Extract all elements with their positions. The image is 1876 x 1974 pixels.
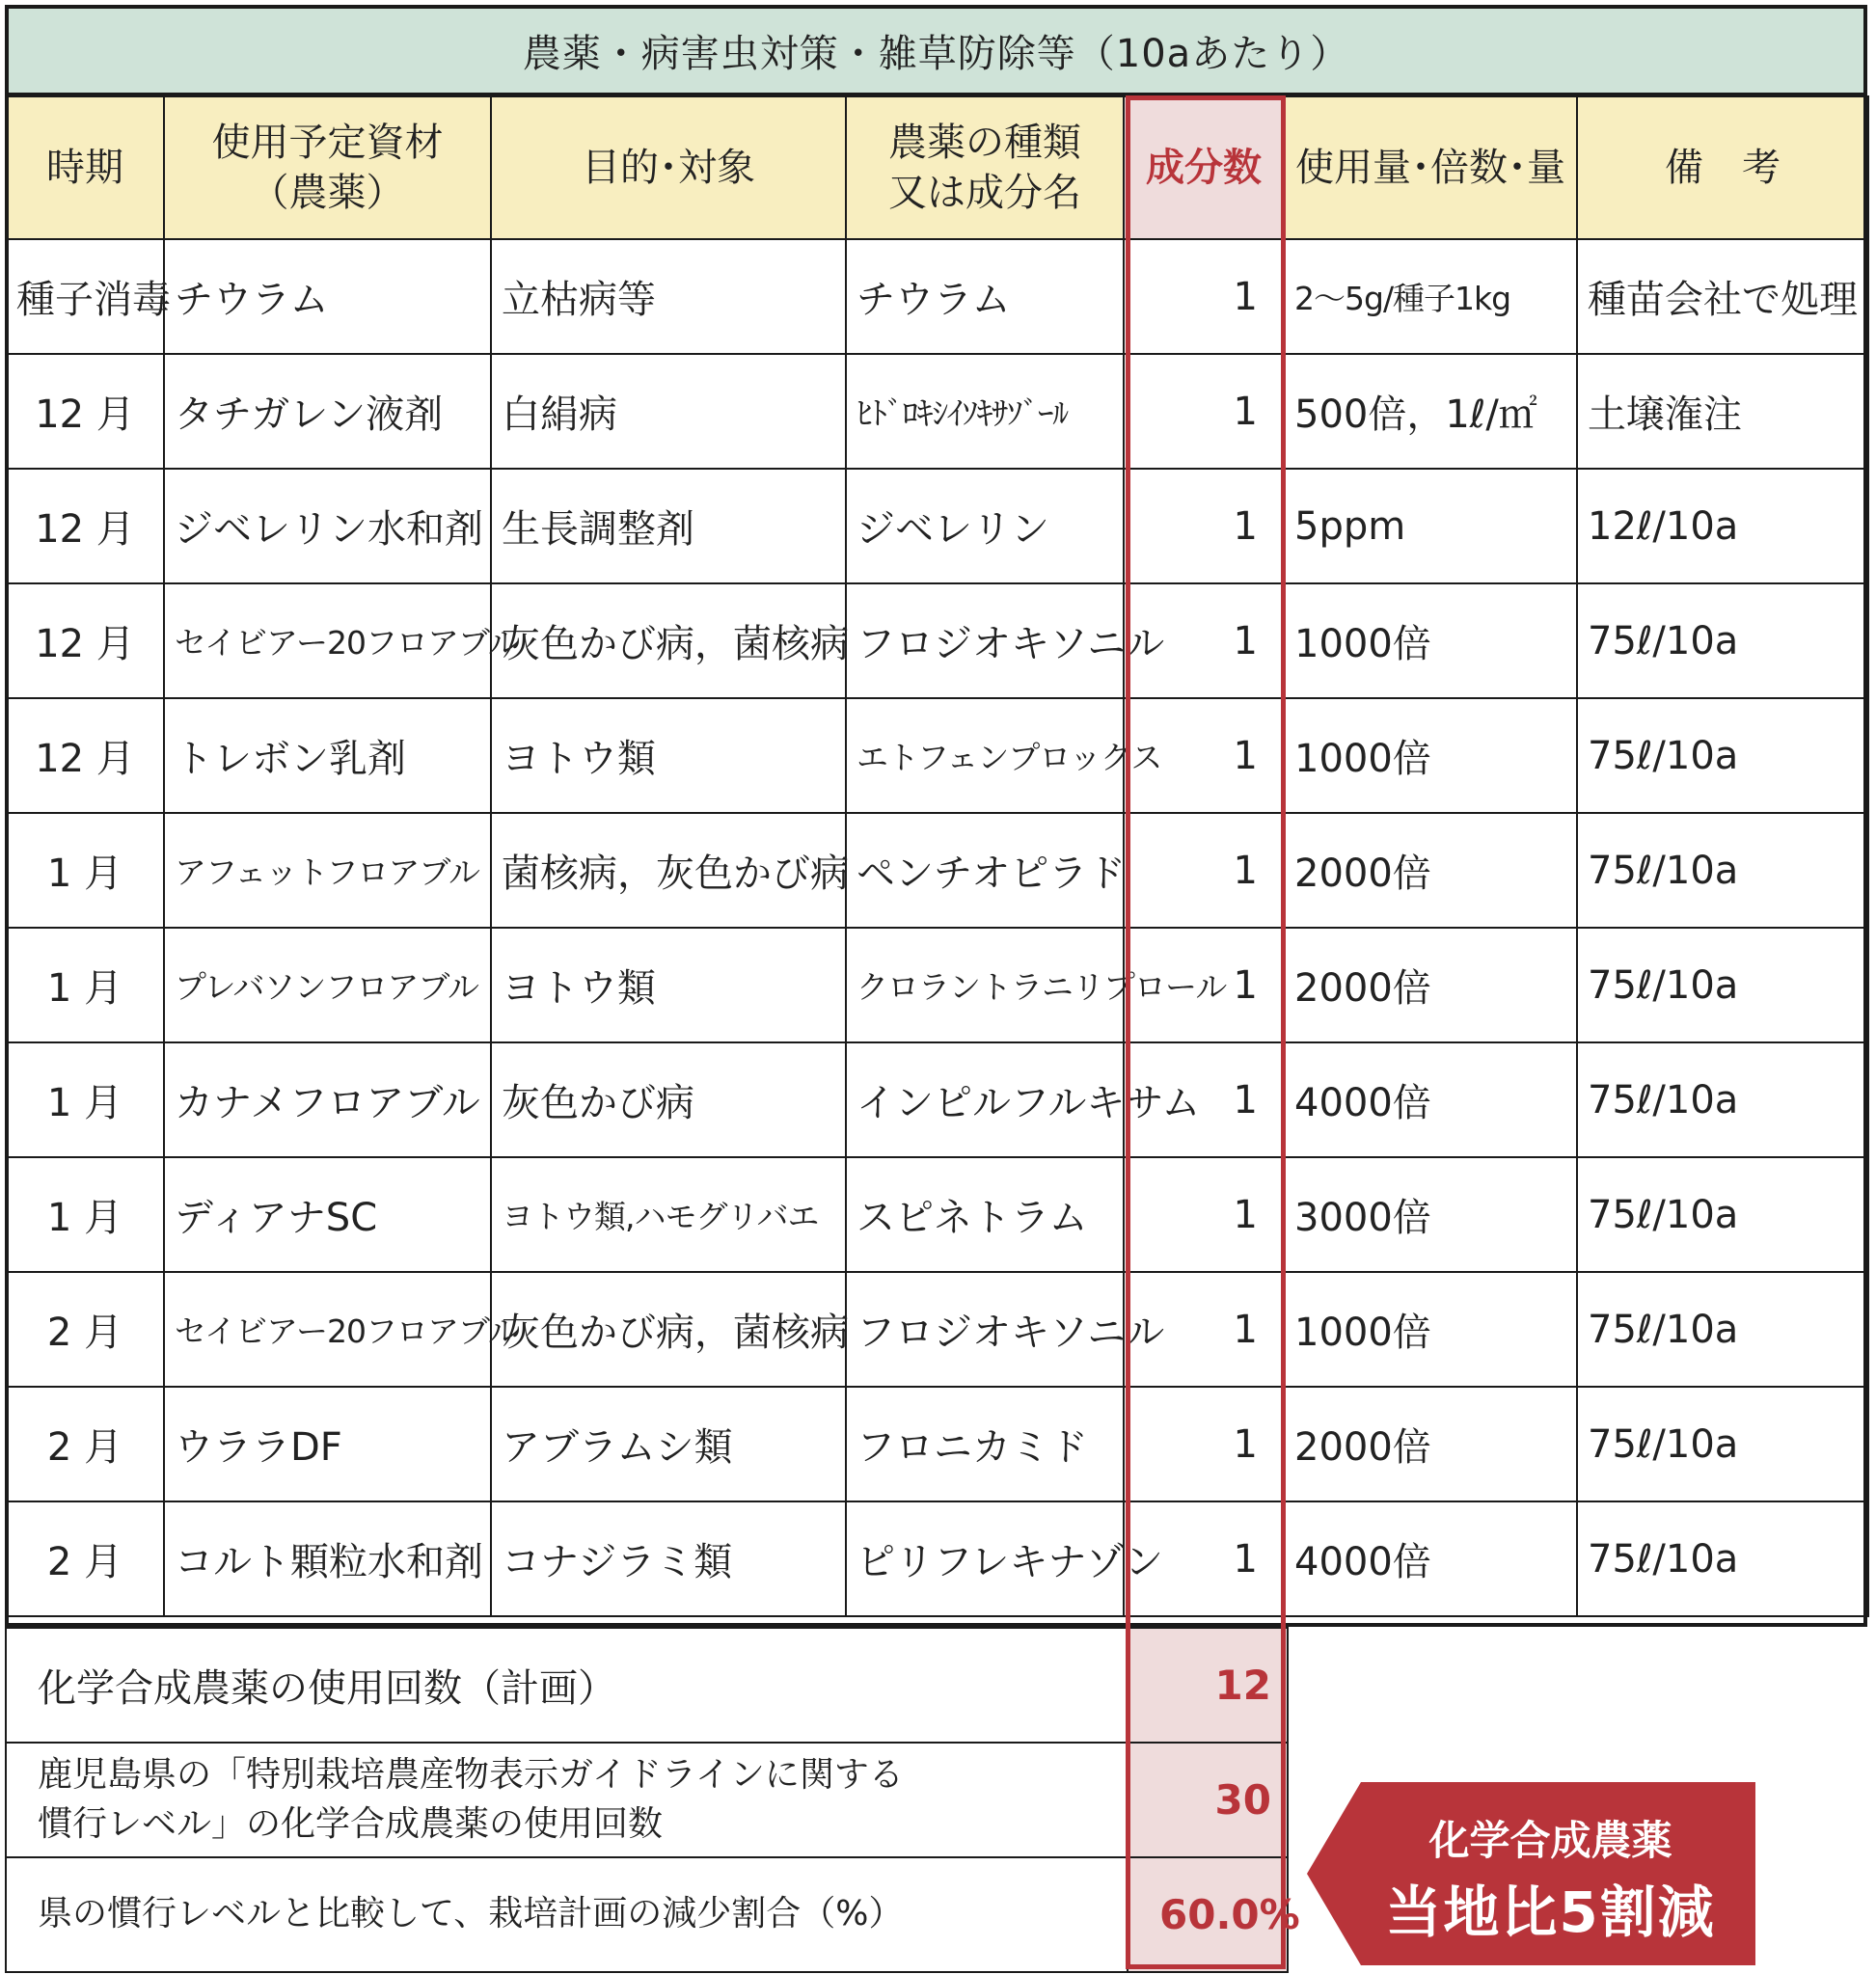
cell-period: 2 月 — [6, 1387, 164, 1501]
cell-type: ピリフレキナゾン — [846, 1501, 1124, 1616]
cell-remarks: 種苗会社で処理 — [1577, 239, 1868, 354]
cell-period: 1 月 — [6, 1157, 164, 1272]
cell-purpose: ヨトウ類 — [491, 928, 846, 1042]
cell-material: セイビアー20フロアブル — [164, 583, 491, 698]
summary-row-standard — [6, 1743, 1288, 1857]
cell-remarks: 土壌潅注 — [1577, 354, 1868, 469]
cell-type: エトフェンプロックス — [846, 698, 1124, 813]
cell-amount: 1000倍 — [1284, 698, 1577, 813]
cell-amount: 4000倍 — [1284, 1042, 1577, 1157]
cell-amount: 2～5g/種子1kg — [1284, 239, 1577, 354]
cell-components: 1 — [1124, 354, 1284, 469]
cell-remarks: 75ℓ/10a — [1577, 1042, 1868, 1157]
cell-purpose: 菌核病，灰色かび病 — [491, 813, 846, 928]
summary-plan-value: 12 — [1128, 1628, 1288, 1743]
header-period: 時期 — [6, 96, 164, 239]
badge-line1: 化学合成農薬 — [1428, 1817, 1672, 1864]
cell-material: ウララDF — [164, 1387, 491, 1501]
table-row — [6, 1501, 1868, 1616]
cell-components: 1 — [1124, 813, 1284, 928]
table-row — [6, 1157, 1868, 1272]
cell-period: 12 月 — [6, 469, 164, 583]
cell-type: クロラントラニリプロール — [846, 928, 1124, 1042]
table-row — [6, 469, 1868, 583]
pesticide-plan-table — [5, 5, 1871, 1969]
cell-amount: 2000倍 — [1284, 1387, 1577, 1501]
cell-remarks: 75ℓ/10a — [1577, 928, 1868, 1042]
cell-type: ジベレリン — [846, 469, 1124, 583]
cell-material: ジベレリン水和剤 — [164, 469, 491, 583]
summary-row-plan — [6, 1628, 1288, 1743]
cell-material: カナメフロアブル — [164, 1042, 491, 1157]
cell-period: 1 月 — [6, 1042, 164, 1157]
cell-components: 1 — [1124, 1157, 1284, 1272]
summary-plan-label: 化学合成農薬の使用回数（計画） — [6, 1628, 1128, 1743]
cell-components: 1 — [1124, 1272, 1284, 1387]
cell-remarks: 12ℓ/10a — [1577, 469, 1868, 583]
cell-amount: 3000倍 — [1284, 1157, 1577, 1272]
cell-period: 種子消毒 — [6, 239, 164, 354]
cell-type: フロジオキソニル — [846, 1272, 1124, 1387]
cell-amount: 500倍，1ℓ/㎡ — [1284, 354, 1577, 469]
summary-standard-label-line1: 鹿児島県の「特別栽培農産物表示ガイドラインに関する — [38, 1755, 904, 1796]
cell-period: 2 月 — [6, 1501, 164, 1616]
cell-type: スピネトラム — [846, 1157, 1124, 1272]
cell-purpose: 白絹病 — [491, 354, 846, 469]
cell-type: チウラム — [846, 239, 1124, 354]
header-type — [846, 96, 1124, 239]
header-material-line2: （農薬） — [250, 171, 405, 215]
table-row — [6, 583, 1868, 698]
cell-material: チウラム — [164, 239, 491, 354]
cell-components: 1 — [1124, 1042, 1284, 1157]
badge-line2: 当地比5割減 — [1385, 1879, 1716, 1945]
table-row — [6, 1272, 1868, 1387]
cell-remarks: 75ℓ/10a — [1577, 698, 1868, 813]
header-remarks: 備 考 — [1577, 96, 1868, 239]
cell-components: 1 — [1124, 583, 1284, 698]
table-row — [6, 354, 1868, 469]
table-body — [6, 239, 1868, 1616]
cell-components: 1 — [1124, 239, 1284, 354]
summary-reduction-label: 県の慣行レベルと比較して、栽培計画の減少割合（%） — [6, 1857, 1128, 1972]
cell-period: 1 月 — [6, 813, 164, 928]
cell-remarks: 75ℓ/10a — [1577, 1501, 1868, 1616]
pesticide-table — [5, 95, 1869, 1617]
cell-type: フロジオキソニル — [846, 583, 1124, 698]
cell-remarks: 75ℓ/10a — [1577, 583, 1868, 698]
cell-material: コルト顆粒水和剤 — [164, 1501, 491, 1616]
cell-amount: 4000倍 — [1284, 1501, 1577, 1616]
table-header-row — [6, 96, 1868, 239]
cell-components: 1 — [1124, 1387, 1284, 1501]
cell-purpose: 灰色かび病，菌核病 — [491, 1272, 846, 1387]
table-title: 農薬・病害虫対策・雑草防除等（10aあたり） — [5, 5, 1867, 95]
cell-remarks: 75ℓ/10a — [1577, 1387, 1868, 1501]
summary-reduction-value: 60.0% — [1128, 1857, 1288, 1972]
cell-purpose: ヨトウ類 — [491, 698, 846, 813]
cell-purpose: コナジラミ類 — [491, 1501, 846, 1616]
cell-components: 1 — [1124, 1501, 1284, 1616]
cell-components: 1 — [1124, 469, 1284, 583]
cell-purpose: 灰色かび病 — [491, 1042, 846, 1157]
header-type-line1: 農薬の種類 — [888, 121, 1081, 165]
cell-period: 12 月 — [6, 698, 164, 813]
cell-amount: 2000倍 — [1284, 813, 1577, 928]
summary-standard-label — [6, 1743, 1128, 1857]
summary-standard-value: 30 — [1128, 1743, 1288, 1857]
summary-table — [5, 1627, 1300, 1973]
cell-material: ディアナSC — [164, 1157, 491, 1272]
cell-amount: 1000倍 — [1284, 1272, 1577, 1387]
cell-components: 1 — [1124, 698, 1284, 813]
cell-type: フロニカミド — [846, 1387, 1124, 1501]
cell-type: インピルフルキサム — [846, 1042, 1124, 1157]
cell-purpose: 灰色かび病，菌核病 — [491, 583, 846, 698]
cell-remarks: 75ℓ/10a — [1577, 813, 1868, 928]
cell-remarks: 75ℓ/10a — [1577, 1272, 1868, 1387]
cell-material: トレボン乳剤 — [164, 698, 491, 813]
cell-material: タチガレン液剤 — [164, 354, 491, 469]
cell-amount: 1000倍 — [1284, 583, 1577, 698]
cell-material: セイビアー20フロアブル — [164, 1272, 491, 1387]
cell-remarks: 75ℓ/10a — [1577, 1157, 1868, 1272]
cell-material: アフェットフロアブル — [164, 813, 491, 928]
header-material — [164, 96, 491, 239]
table-row — [6, 1387, 1868, 1501]
header-material-line1: 使用予定資材 — [211, 121, 444, 165]
table-row — [6, 239, 1868, 354]
cell-amount: 5ppm — [1284, 469, 1577, 583]
summary-row-reduction — [6, 1857, 1288, 1972]
header-amount: 使用量･倍数･量 — [1284, 96, 1577, 239]
header-purpose: 目的･対象 — [491, 96, 846, 239]
cell-purpose: アブラムシ類 — [491, 1387, 846, 1501]
header-type-line2: 又は成分名 — [888, 171, 1081, 215]
cell-purpose: ヨトウ類,ハモグリバエ — [491, 1157, 846, 1272]
cell-period: 1 月 — [6, 928, 164, 1042]
header-components: 成分数 — [1124, 96, 1284, 239]
cell-type: ﾋﾄﾞﾛｷｼｲｿｷｻｿﾞｰﾙ — [846, 354, 1124, 469]
table-row — [6, 928, 1868, 1042]
cell-period: 2 月 — [6, 1272, 164, 1387]
cell-purpose: 生長調整剤 — [491, 469, 846, 583]
table-row — [6, 698, 1868, 813]
table-row — [6, 813, 1868, 928]
cell-period: 12 月 — [6, 354, 164, 469]
cell-components: 1 — [1124, 928, 1284, 1042]
cell-type: ペンチオピラド — [846, 813, 1124, 928]
table-row — [6, 1042, 1868, 1157]
cell-material: プレバソンフロアブル — [164, 928, 491, 1042]
reduction-badge — [1307, 1782, 1755, 1965]
cell-period: 12 月 — [6, 583, 164, 698]
cell-purpose: 立枯病等 — [491, 239, 846, 354]
cell-amount: 2000倍 — [1284, 928, 1577, 1042]
summary-standard-label-line2: 慣行レベル」の化学合成農薬の使用回数 — [38, 1803, 664, 1844]
